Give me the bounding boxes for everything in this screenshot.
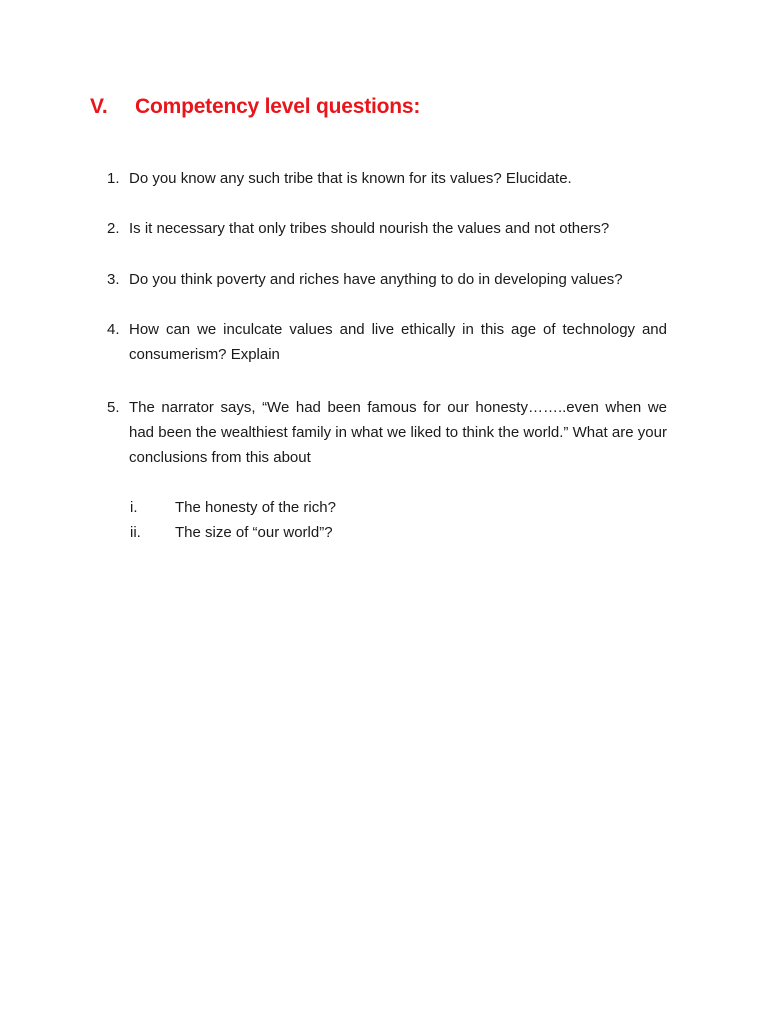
section-numeral: V. bbox=[90, 95, 108, 118]
question-text: The narrator says, “We had been famous for our honesty……..even when we had been the wealthiest family in what we liked to think the world.” What are your conclusions from this about bbox=[129, 399, 667, 466]
sub-question-number: ii. bbox=[130, 524, 141, 541]
question-number: 4. bbox=[107, 321, 120, 338]
question-item bbox=[107, 267, 667, 292]
question-text: How can we inculcate values and live ethically in this age of technology and consumerism? Explain bbox=[129, 321, 667, 363]
question-number: 5. bbox=[107, 399, 120, 416]
sub-question-text: The size of “our world”? bbox=[175, 524, 333, 541]
section-title: Competency level questions: bbox=[135, 95, 421, 118]
sub-question-item bbox=[130, 495, 530, 520]
question-number: 1. bbox=[107, 170, 120, 187]
sub-question-item bbox=[130, 520, 530, 545]
question-text: Is it necessary that only tribes should nourish the values and not others? bbox=[129, 220, 610, 237]
question-item bbox=[107, 395, 667, 470]
question-number: 2. bbox=[107, 220, 120, 237]
sub-question-text: The honesty of the rich? bbox=[175, 499, 336, 516]
sub-question-list bbox=[130, 495, 530, 545]
question-text: Do you know any such tribe that is known for its values? Elucidate. bbox=[129, 170, 572, 187]
question-text: Do you think poverty and riches have anything to do in developing values? bbox=[129, 271, 623, 288]
sub-question-number: i. bbox=[130, 499, 138, 516]
section-heading bbox=[90, 95, 420, 119]
question-item bbox=[107, 166, 667, 191]
question-number: 3. bbox=[107, 271, 120, 288]
question-item bbox=[107, 216, 667, 241]
question-item bbox=[107, 317, 667, 367]
